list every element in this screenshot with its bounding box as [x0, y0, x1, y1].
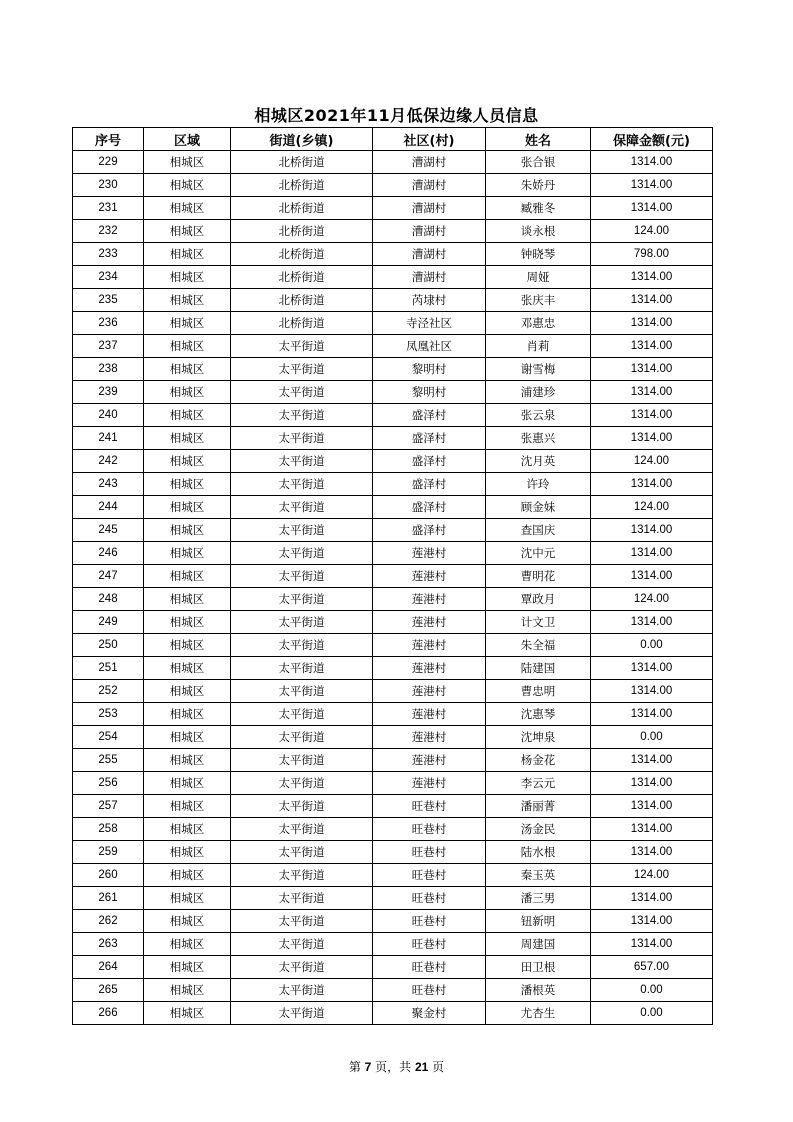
cell-amount: 124.00 — [591, 588, 713, 611]
cell-amount: 1314.00 — [591, 703, 713, 726]
cell-amount: 0.00 — [591, 979, 713, 1002]
cell-serial: 245 — [73, 519, 144, 542]
cell-name: 许玲 — [486, 473, 591, 496]
cell-street: 北桥街道 — [231, 151, 373, 174]
cell-street: 北桥街道 — [231, 174, 373, 197]
cell-community: 凤凰社区 — [373, 335, 486, 358]
cell-community: 莲港村 — [373, 726, 486, 749]
cell-street: 北桥街道 — [231, 197, 373, 220]
cell-amount: 0.00 — [591, 726, 713, 749]
cell-name: 潘丽菁 — [486, 795, 591, 818]
cell-district: 相城区 — [144, 703, 231, 726]
table-row — [73, 358, 713, 381]
cell-amount: 1314.00 — [591, 887, 713, 910]
cell-amount: 1314.00 — [591, 772, 713, 795]
cell-name: 覃政月 — [486, 588, 591, 611]
cell-serial: 263 — [73, 933, 144, 956]
cell-amount: 1314.00 — [591, 749, 713, 772]
cell-name: 汤金民 — [486, 818, 591, 841]
table-row — [73, 703, 713, 726]
table-row — [73, 795, 713, 818]
table-row — [73, 588, 713, 611]
cell-street: 太平街道 — [231, 542, 373, 565]
table-row — [73, 841, 713, 864]
cell-serial: 240 — [73, 404, 144, 427]
cell-name: 计文卫 — [486, 611, 591, 634]
data-table — [72, 127, 713, 1025]
cell-community: 漕湖村 — [373, 151, 486, 174]
cell-name: 潘三男 — [486, 887, 591, 910]
cell-district: 相城区 — [144, 910, 231, 933]
table-row — [73, 266, 713, 289]
table-row — [73, 680, 713, 703]
cell-district: 相城区 — [144, 450, 231, 473]
table-row — [73, 519, 713, 542]
cell-serial: 231 — [73, 197, 144, 220]
table-row — [73, 657, 713, 680]
cell-district: 相城区 — [144, 197, 231, 220]
cell-district: 相城区 — [144, 956, 231, 979]
cell-street: 北桥街道 — [231, 220, 373, 243]
cell-community: 莲港村 — [373, 611, 486, 634]
cell-district: 相城区 — [144, 818, 231, 841]
table-row — [73, 818, 713, 841]
cell-community: 盛泽村 — [373, 519, 486, 542]
cell-name: 邓惠忠 — [486, 312, 591, 335]
cell-street: 太平街道 — [231, 381, 373, 404]
cell-name: 田卫根 — [486, 956, 591, 979]
cell-community: 莲港村 — [373, 657, 486, 680]
cell-community: 盛泽村 — [373, 450, 486, 473]
cell-name: 张惠兴 — [486, 427, 591, 450]
cell-name: 肖莉 — [486, 335, 591, 358]
column-header-serial: 序号 — [73, 128, 144, 151]
cell-district: 相城区 — [144, 634, 231, 657]
cell-amount: 1314.00 — [591, 381, 713, 404]
table-row — [73, 1002, 713, 1025]
cell-community: 旺巷村 — [373, 818, 486, 841]
cell-district: 相城区 — [144, 404, 231, 427]
footer-prefix: 第 — [348, 1060, 365, 1074]
cell-amount: 1314.00 — [591, 565, 713, 588]
cell-name: 杨金花 — [486, 749, 591, 772]
cell-community: 旺巷村 — [373, 887, 486, 910]
cell-community: 莲港村 — [373, 749, 486, 772]
table-row — [73, 427, 713, 450]
table-row — [73, 634, 713, 657]
cell-community: 莲港村 — [373, 772, 486, 795]
cell-amount: 1314.00 — [591, 910, 713, 933]
table-row — [73, 956, 713, 979]
cell-community: 旺巷村 — [373, 933, 486, 956]
table-row — [73, 381, 713, 404]
cell-amount: 1314.00 — [591, 289, 713, 312]
cell-name: 陆建国 — [486, 657, 591, 680]
cell-district: 相城区 — [144, 542, 231, 565]
cell-district: 相城区 — [144, 887, 231, 910]
cell-serial: 265 — [73, 979, 144, 1002]
cell-name: 沈中元 — [486, 542, 591, 565]
cell-name: 朱全福 — [486, 634, 591, 657]
cell-amount: 124.00 — [591, 496, 713, 519]
cell-name: 浦建珍 — [486, 381, 591, 404]
cell-amount: 124.00 — [591, 220, 713, 243]
cell-serial: 262 — [73, 910, 144, 933]
cell-name: 周建国 — [486, 933, 591, 956]
cell-amount: 1314.00 — [591, 197, 713, 220]
cell-street: 北桥街道 — [231, 289, 373, 312]
cell-amount: 1314.00 — [591, 795, 713, 818]
cell-street: 太平街道 — [231, 611, 373, 634]
cell-district: 相城区 — [144, 519, 231, 542]
cell-amount: 1314.00 — [591, 335, 713, 358]
table-row — [73, 450, 713, 473]
cell-community: 盛泽村 — [373, 496, 486, 519]
cell-name: 钟晓琴 — [486, 243, 591, 266]
cell-serial: 257 — [73, 795, 144, 818]
cell-street: 太平街道 — [231, 634, 373, 657]
cell-community: 旺巷村 — [373, 979, 486, 1002]
cell-serial: 247 — [73, 565, 144, 588]
cell-name: 谢雪梅 — [486, 358, 591, 381]
cell-name: 潘根英 — [486, 979, 591, 1002]
cell-serial: 266 — [73, 1002, 144, 1025]
cell-name: 张云泉 — [486, 404, 591, 427]
cell-community: 漕湖村 — [373, 266, 486, 289]
cell-serial: 237 — [73, 335, 144, 358]
cell-amount: 1314.00 — [591, 611, 713, 634]
cell-amount: 1314.00 — [591, 657, 713, 680]
cell-district: 相城区 — [144, 473, 231, 496]
cell-street: 太平街道 — [231, 358, 373, 381]
cell-street: 太平街道 — [231, 450, 373, 473]
column-header-name: 姓名 — [486, 128, 591, 151]
cell-community: 黎明村 — [373, 381, 486, 404]
cell-name: 朱娇丹 — [486, 174, 591, 197]
cell-district: 相城区 — [144, 680, 231, 703]
cell-serial: 243 — [73, 473, 144, 496]
cell-district: 相城区 — [144, 174, 231, 197]
cell-serial: 235 — [73, 289, 144, 312]
cell-street: 太平街道 — [231, 427, 373, 450]
cell-name: 尤杏生 — [486, 1002, 591, 1025]
cell-district: 相城区 — [144, 933, 231, 956]
cell-name: 张庆丰 — [486, 289, 591, 312]
cell-serial: 252 — [73, 680, 144, 703]
cell-serial: 261 — [73, 887, 144, 910]
cell-community: 旺巷村 — [373, 795, 486, 818]
cell-street: 太平街道 — [231, 979, 373, 1002]
cell-amount: 1314.00 — [591, 542, 713, 565]
cell-name: 臧雅冬 — [486, 197, 591, 220]
cell-district: 相城区 — [144, 220, 231, 243]
table-row — [73, 772, 713, 795]
cell-district: 相城区 — [144, 657, 231, 680]
cell-community: 盛泽村 — [373, 473, 486, 496]
cell-amount: 0.00 — [591, 1002, 713, 1025]
table-row — [73, 749, 713, 772]
cell-community: 漕湖村 — [373, 243, 486, 266]
cell-district: 相城区 — [144, 335, 231, 358]
cell-street: 北桥街道 — [231, 266, 373, 289]
cell-serial: 238 — [73, 358, 144, 381]
cell-amount: 124.00 — [591, 864, 713, 887]
column-header-district: 区域 — [144, 128, 231, 151]
table-row — [73, 289, 713, 312]
cell-serial: 264 — [73, 956, 144, 979]
cell-serial: 246 — [73, 542, 144, 565]
table-row — [73, 220, 713, 243]
cell-street: 太平街道 — [231, 1002, 373, 1025]
cell-street: 太平街道 — [231, 565, 373, 588]
cell-district: 相城区 — [144, 841, 231, 864]
cell-community: 盛泽村 — [373, 427, 486, 450]
cell-amount: 1314.00 — [591, 680, 713, 703]
table-row — [73, 887, 713, 910]
cell-community: 莲港村 — [373, 565, 486, 588]
cell-street: 太平街道 — [231, 933, 373, 956]
cell-community: 旺巷村 — [373, 841, 486, 864]
cell-serial: 258 — [73, 818, 144, 841]
cell-street: 太平街道 — [231, 749, 373, 772]
cell-serial: 230 — [73, 174, 144, 197]
cell-serial: 233 — [73, 243, 144, 266]
table-row — [73, 174, 713, 197]
cell-street: 北桥街道 — [231, 312, 373, 335]
cell-community: 寺泾社区 — [373, 312, 486, 335]
table-row — [73, 197, 713, 220]
cell-street: 太平街道 — [231, 841, 373, 864]
cell-street: 北桥街道 — [231, 243, 373, 266]
cell-street: 太平街道 — [231, 703, 373, 726]
cell-street: 太平街道 — [231, 404, 373, 427]
page-footer — [0, 1058, 793, 1075]
table-row — [73, 496, 713, 519]
cell-serial: 232 — [73, 220, 144, 243]
cell-name: 谈永根 — [486, 220, 591, 243]
cell-district: 相城区 — [144, 749, 231, 772]
cell-street: 太平街道 — [231, 772, 373, 795]
table-row — [73, 312, 713, 335]
cell-amount: 1314.00 — [591, 358, 713, 381]
table-row — [73, 151, 713, 174]
cell-street: 太平街道 — [231, 726, 373, 749]
cell-amount: 657.00 — [591, 956, 713, 979]
cell-community: 莲港村 — [373, 703, 486, 726]
cell-street: 太平街道 — [231, 657, 373, 680]
cell-serial: 251 — [73, 657, 144, 680]
table-body — [73, 151, 713, 1025]
cell-street: 太平街道 — [231, 519, 373, 542]
column-header-community: 社区(村) — [373, 128, 486, 151]
cell-street: 太平街道 — [231, 864, 373, 887]
cell-serial: 244 — [73, 496, 144, 519]
table-row — [73, 335, 713, 358]
cell-serial: 242 — [73, 450, 144, 473]
cell-street: 太平街道 — [231, 680, 373, 703]
cell-name: 李云元 — [486, 772, 591, 795]
footer-total-pages: 21 — [414, 1060, 429, 1074]
cell-street: 太平街道 — [231, 588, 373, 611]
cell-amount: 1314.00 — [591, 404, 713, 427]
cell-name: 曹忠明 — [486, 680, 591, 703]
cell-district: 相城区 — [144, 381, 231, 404]
cell-community: 漕湖村 — [373, 220, 486, 243]
cell-district: 相城区 — [144, 312, 231, 335]
table-row — [73, 404, 713, 427]
cell-serial: 249 — [73, 611, 144, 634]
cell-serial: 234 — [73, 266, 144, 289]
cell-district: 相城区 — [144, 726, 231, 749]
cell-serial: 236 — [73, 312, 144, 335]
cell-name: 陆水根 — [486, 841, 591, 864]
table-row — [73, 933, 713, 956]
cell-street: 太平街道 — [231, 473, 373, 496]
table-row — [73, 473, 713, 496]
cell-community: 莲港村 — [373, 680, 486, 703]
cell-district: 相城区 — [144, 289, 231, 312]
cell-community: 旺巷村 — [373, 956, 486, 979]
cell-serial: 241 — [73, 427, 144, 450]
cell-name: 沈月英 — [486, 450, 591, 473]
cell-name: 周娅 — [486, 266, 591, 289]
cell-district: 相城区 — [144, 565, 231, 588]
cell-community: 黎明村 — [373, 358, 486, 381]
table-row — [73, 864, 713, 887]
cell-district: 相城区 — [144, 795, 231, 818]
cell-district: 相城区 — [144, 772, 231, 795]
cell-community: 盛泽村 — [373, 404, 486, 427]
cell-district: 相城区 — [144, 151, 231, 174]
cell-serial: 239 — [73, 381, 144, 404]
cell-amount: 1314.00 — [591, 151, 713, 174]
cell-serial: 250 — [73, 634, 144, 657]
cell-district: 相城区 — [144, 864, 231, 887]
cell-district: 相城区 — [144, 427, 231, 450]
table-row — [73, 726, 713, 749]
cell-name: 沈坤泉 — [486, 726, 591, 749]
cell-district: 相城区 — [144, 496, 231, 519]
cell-serial: 229 — [73, 151, 144, 174]
cell-street: 太平街道 — [231, 335, 373, 358]
cell-amount: 124.00 — [591, 450, 713, 473]
cell-community: 莲港村 — [373, 542, 486, 565]
cell-serial: 259 — [73, 841, 144, 864]
cell-amount: 1314.00 — [591, 519, 713, 542]
cell-amount: 1314.00 — [591, 933, 713, 956]
cell-amount: 1314.00 — [591, 427, 713, 450]
cell-street: 太平街道 — [231, 887, 373, 910]
cell-name: 秦玉英 — [486, 864, 591, 887]
cell-amount: 0.00 — [591, 634, 713, 657]
cell-street: 太平街道 — [231, 496, 373, 519]
cell-community: 旺巷村 — [373, 864, 486, 887]
cell-community: 莲港村 — [373, 634, 486, 657]
cell-serial: 260 — [73, 864, 144, 887]
cell-street: 太平街道 — [231, 910, 373, 933]
cell-district: 相城区 — [144, 588, 231, 611]
cell-name: 曹明花 — [486, 565, 591, 588]
cell-street: 太平街道 — [231, 818, 373, 841]
cell-community: 旺巷村 — [373, 910, 486, 933]
cell-serial: 256 — [73, 772, 144, 795]
cell-community: 聚金村 — [373, 1002, 486, 1025]
cell-name: 查国庆 — [486, 519, 591, 542]
table-row — [73, 611, 713, 634]
column-header-amount: 保障金额(元) — [591, 128, 713, 151]
cell-amount: 1314.00 — [591, 818, 713, 841]
cell-amount: 1314.00 — [591, 841, 713, 864]
table-row — [73, 565, 713, 588]
cell-district: 相城区 — [144, 979, 231, 1002]
cell-serial: 253 — [73, 703, 144, 726]
cell-name: 张合银 — [486, 151, 591, 174]
cell-district: 相城区 — [144, 611, 231, 634]
cell-community: 漕湖村 — [373, 197, 486, 220]
footer-page-number: 7 — [364, 1060, 372, 1074]
document-title: 相城区2021年11月低保边缘人员信息 — [254, 106, 539, 125]
cell-amount: 798.00 — [591, 243, 713, 266]
table-row — [73, 542, 713, 565]
table-header-row — [73, 128, 713, 151]
cell-amount: 1314.00 — [591, 473, 713, 496]
table-row — [73, 910, 713, 933]
cell-district: 相城区 — [144, 243, 231, 266]
cell-serial: 255 — [73, 749, 144, 772]
cell-amount: 1314.00 — [591, 174, 713, 197]
cell-name: 沈惠琴 — [486, 703, 591, 726]
cell-serial: 254 — [73, 726, 144, 749]
cell-street: 太平街道 — [231, 795, 373, 818]
footer-middle: 页，共 — [371, 1060, 415, 1074]
cell-serial: 248 — [73, 588, 144, 611]
cell-amount: 1314.00 — [591, 266, 713, 289]
cell-street: 太平街道 — [231, 956, 373, 979]
footer-suffix: 页 — [428, 1060, 445, 1074]
cell-name: 钮新明 — [486, 910, 591, 933]
cell-community: 莲港村 — [373, 588, 486, 611]
cell-district: 相城区 — [144, 1002, 231, 1025]
cell-district: 相城区 — [144, 266, 231, 289]
cell-community: 漕湖村 — [373, 174, 486, 197]
table-row — [73, 979, 713, 1002]
cell-amount: 1314.00 — [591, 312, 713, 335]
cell-name: 顾金妹 — [486, 496, 591, 519]
cell-community: 芮埭村 — [373, 289, 486, 312]
column-header-street: 街道(乡镇) — [231, 128, 373, 151]
cell-district: 相城区 — [144, 358, 231, 381]
table-row — [73, 243, 713, 266]
